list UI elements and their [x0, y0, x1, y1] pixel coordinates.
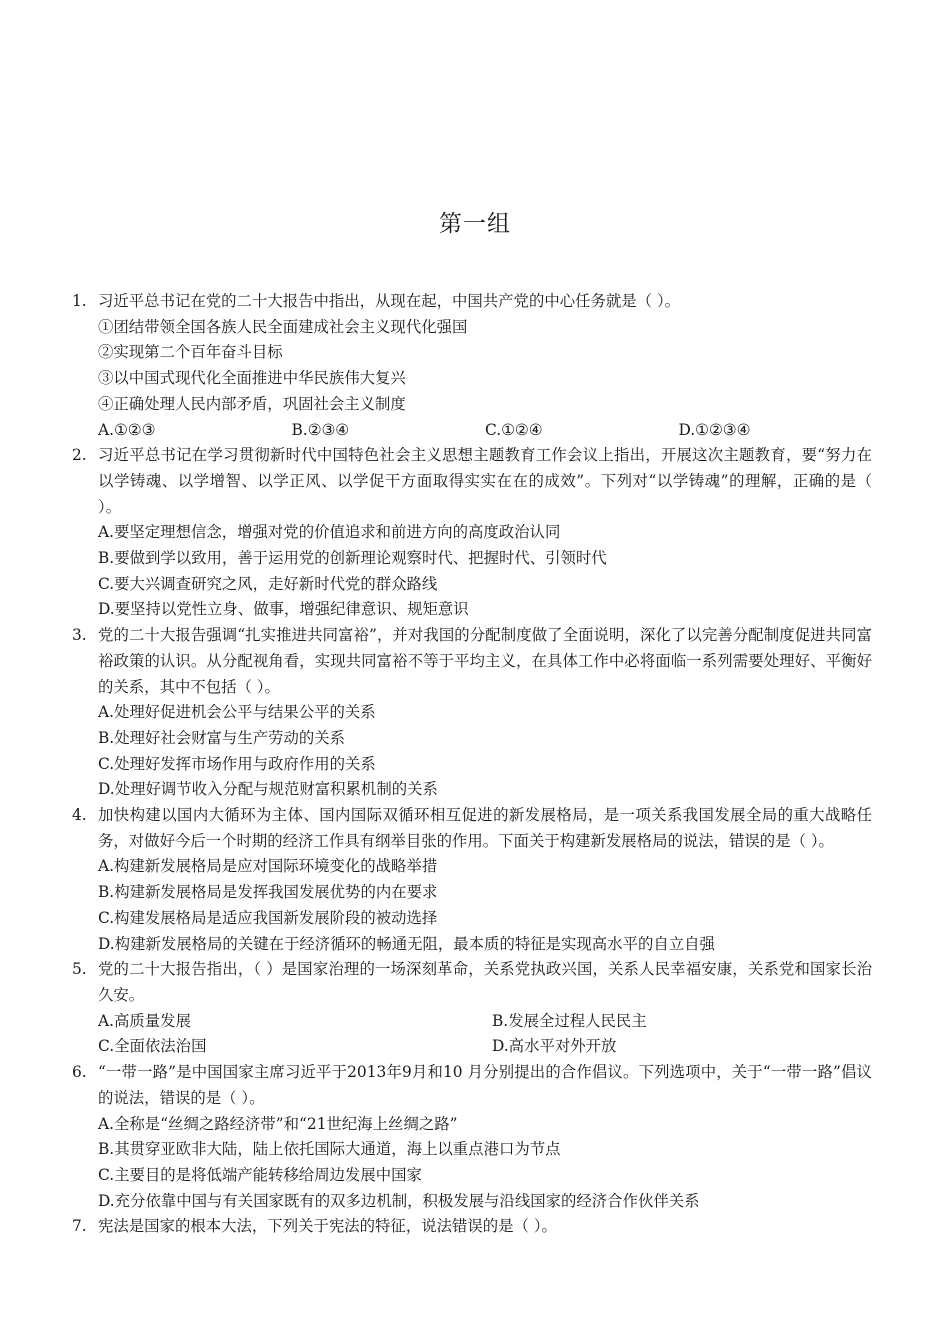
option-d: D.要坚持以党性立身、做事，增强纪律意识、规矩意识 — [98, 600, 469, 619]
question-text: 习近平总书记在党的二十大报告中指出，从现在起，中国共产党的中心任务就是（ ）。 — [98, 292, 681, 310]
option-a: A.①②③ — [98, 420, 156, 439]
statement-item: ①团结带领全国各族人民全面建成社会主义现代化强国 — [98, 317, 468, 336]
question-stem — [72, 623, 872, 700]
question-text: 党的二十大报告强调“扎实推进共同富裕”，并对我国的分配制度做了全面说明，深化了以完善分配制度促进共同富裕政策的认识。从分配视角看，实现共同富裕不等于平均主义，在具体工作中必将面临一系列需要处理好、平衡好的关系，其中不包括（ ）。 — [98, 626, 872, 696]
question-number: 4. — [72, 806, 87, 825]
option-d: D.处理好调节收入分配与规范财富积累机制的关系 — [98, 780, 438, 799]
option-d: D.①②③④ — [678, 420, 751, 439]
page-title: 第一组 — [439, 211, 511, 237]
question-1 — [72, 289, 872, 443]
question-stem — [72, 443, 872, 520]
option-c: C.要大兴调查研究之风，走好新时代党的群众路线 — [98, 574, 438, 593]
question-number: 2. — [72, 446, 87, 465]
option-b: B.要做到学以致用，善于运用党的创新理论观察时代、把握时代、引领时代 — [98, 549, 607, 568]
option-d: D.高水平对外开放 — [492, 1037, 617, 1056]
option-a: A.要坚定理想信念，增强对党的价值追求和前进方向的高度政治认同 — [98, 523, 561, 542]
option-b: B.其贯穿亚欧非大陆，陆上依托国际大通道，海上以重点港口为节点 — [98, 1140, 561, 1159]
option-c: C.处理好发挥市场作用与政府作用的关系 — [98, 754, 376, 773]
question-text: 习近平总书记在学习贯彻新时代中国特色社会主义思想主题教育工作会议上指出，开展这次主题教育，要“努力在以学铸魂、以学增智、以学正风、以学促干方面取得实实在在的成效”。下列对“以学铸魂”的理解，正确的是（ ）。 — [98, 446, 872, 516]
option-a: A.全称是“丝绸之路经济带”和“21世纪海上丝绸之路” — [98, 1114, 458, 1133]
question-4 — [72, 803, 872, 957]
question-number: 5. — [72, 960, 87, 979]
option-b: B.构建新发展格局是发挥我国发展优势的内在要求 — [98, 883, 438, 902]
statement-item: ③以中国式现代化全面推进中华民族伟大复兴 — [98, 369, 406, 388]
question-stem — [72, 1214, 872, 1240]
option-c: C.①②④ — [485, 420, 543, 439]
question-list — [72, 289, 872, 1240]
question-stem — [72, 289, 872, 315]
statement-item: ④正确处理人民内部矛盾，巩固社会主义制度 — [98, 394, 406, 413]
option-a: A.处理好促进机会公平与结果公平的关系 — [98, 703, 376, 722]
question-number: 6. — [72, 1063, 87, 1082]
question-stem — [72, 957, 872, 1008]
question-text: “一带一路”是中国国家主席习近平于2013年9月和10 月分别提出的合作倡议。下列选项中，关于“一带一路”倡议的说法，错误的是（ ）。 — [98, 1063, 872, 1107]
question-number: 1. — [72, 292, 87, 310]
question-3 — [72, 623, 872, 803]
option-c: C.构建发展格局是适应我国新发展阶段的被动选择 — [98, 908, 438, 927]
option-a: A.构建新发展格局是应对国际环境变化的战略举措 — [98, 857, 438, 876]
question-text: 加快构建以国内大循环为主体、国内国际双循环相互促进的新发展格局，是一项关系我国发展全局的重大战略任务，对做好今后一个时期的经济工作具有纲举目张的作用。下面关于构建新发展格局的说法，错误的是（ ）。 — [98, 806, 872, 850]
question-text: 宪法是国家的根本大法，下列关于宪法的特征，说法错误的是（ ）。 — [98, 1217, 557, 1236]
answer-options — [72, 418, 872, 444]
question-5 — [72, 957, 872, 1060]
option-b: B.发展全过程人民民主 — [492, 1011, 647, 1030]
option-b: B.处理好社会财富与生产劳动的关系 — [98, 728, 346, 747]
question-text: 党的二十大报告指出，（ ）是国家治理的一场深刻革命，关系党执政兴国，关系人民幸福安康，关系党和国家长治久安。 — [98, 960, 872, 1004]
option-c: C.主要目的是将低端产能转移给周边发展中国家 — [98, 1165, 422, 1184]
option-b: B.②③④ — [291, 420, 350, 439]
question-7 — [72, 1214, 872, 1240]
statement-item: ②实现第二个百年奋斗目标 — [98, 343, 283, 362]
question-6 — [72, 1060, 872, 1214]
question-stem — [72, 803, 872, 854]
option-d: D.构建新发展格局的关键在于经济循环的畅通无阻，最本质的特征是实现高水平的自立自强 — [98, 934, 715, 953]
question-number: 3. — [72, 626, 87, 645]
option-c: C.全面依法治国 — [98, 1037, 207, 1056]
option-d: D.充分依靠中国与有关国家既有的双多边机制，积极发展与沿线国家的经济合作伙伴关系 — [98, 1191, 700, 1210]
question-number: 7. — [72, 1217, 87, 1236]
option-a: A.高质量发展 — [98, 1011, 191, 1030]
answer-options — [72, 1009, 872, 1060]
question-stem — [72, 1060, 872, 1111]
question-2 — [72, 443, 872, 623]
